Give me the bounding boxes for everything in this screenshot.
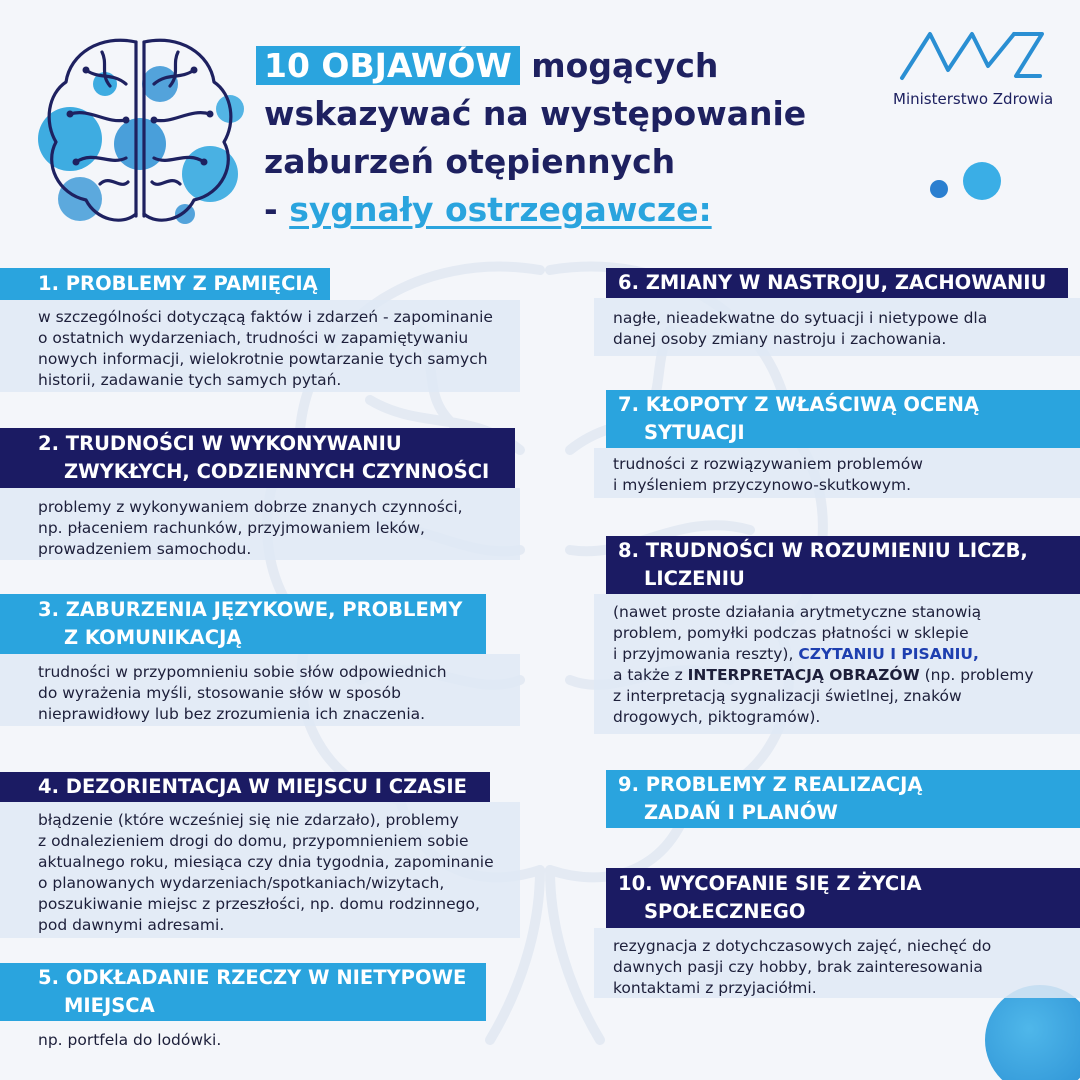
section-10-desc-line: kontaktami z przyjaciółmi. (613, 979, 817, 997)
section-3-desc-line: trudności w przypomnieniu sobie słów odpowiednich (38, 663, 447, 681)
section-8-desc-emphasis: CZYTANIU I PISANIU, (798, 645, 979, 663)
title-line-2: wskazywać na występowanie (264, 94, 807, 133)
section-8-desc-text: a także z (613, 666, 688, 684)
section-4-desc-line: o planowanych wydarzeniach/spotkaniach/wizytach, (38, 874, 445, 892)
section-8-heading (606, 536, 1080, 594)
section-5-heading (0, 963, 486, 1021)
section-10-desc (613, 936, 991, 999)
section-8-desc-emphasis: INTERPRETACJĄ OBRAZÓW (687, 666, 920, 684)
section-4-desc-line: pod dawnymi adresami. (38, 916, 225, 934)
section-4-title: 4. DEZORIENTACJA W MIEJSCU I CZASIE (38, 775, 467, 798)
title-line-1-rest: mogących (519, 46, 719, 85)
section-8-desc-line (613, 644, 1034, 665)
decor-dot-medium (963, 162, 1001, 200)
section-1-desc (38, 307, 493, 391)
section-2-desc-line: prowadzeniem samochodu. (38, 540, 252, 558)
section-1-desc-line: historii, zadawanie tych samych pytań. (38, 371, 342, 389)
section-1-title: 1. PROBLEMY Z PAMIĘCIĄ (38, 272, 318, 295)
section-8-desc-line: z interpretacją sygnalizacji świetlnej, znaków (613, 687, 962, 705)
section-6-desc-line: nagłe, nieadekwatne do sytuacji i nietypowe dla (613, 309, 988, 327)
title-line-3: zaburzeń otępiennych (264, 142, 676, 181)
section-4-desc-line: aktualnego roku, miesiąca czy dnia tygodnia, zapominanie (38, 853, 494, 871)
section-3-title-line-2: Z KOMUNIKACJĄ (64, 626, 242, 649)
section-6-desc (613, 308, 987, 350)
section-7-title-line-2: SYTUACJI (644, 421, 745, 444)
section-3-heading (0, 594, 486, 654)
section-10-title-line-2: SPOŁECZNEGO (644, 900, 806, 923)
section-3-desc-line: do wyrażenia myśli, stosowanie słów w sposób (38, 684, 401, 702)
section-9-title-line-1: 9. PROBLEMY Z REALIZACJĄ (618, 773, 923, 796)
section-4-desc-line: błądzenie (które wcześniej się nie zdarzało), problemy (38, 811, 459, 829)
section-8-desc-line: drogowych, piktogramów). (613, 708, 821, 726)
section-2-desc-line: problemy z wykonywaniem dobrze znanych czynności, (38, 498, 463, 516)
page-title (264, 42, 884, 234)
section-7-desc (613, 454, 923, 496)
section-3-desc (38, 662, 447, 725)
section-1-heading (0, 268, 330, 300)
title-highlight: 10 OBJAWÓW (256, 46, 520, 85)
section-10-heading (606, 868, 1080, 928)
section-5-desc (38, 1030, 221, 1051)
title-warning-signals: sygnały ostrzegawcze: (289, 190, 712, 229)
section-8-desc (613, 602, 1034, 728)
section-2-desc-line: np. płaceniem rachunków, przyjmowaniem leków, (38, 519, 425, 537)
title-dash: - (264, 190, 290, 229)
section-8-title-line-1: 8. TRUDNOŚCI W ROZUMIENIU LICZB, (618, 539, 1028, 562)
section-1-desc-line: o ostatnich wydarzeniach, trudności w zapamiętywaniu (38, 329, 469, 347)
section-6-desc-line: danej osoby zmiany nastroju i zachowania. (613, 330, 947, 348)
decor-dot-small (930, 180, 948, 198)
section-2-desc (38, 497, 463, 560)
section-8-desc-line (613, 665, 1034, 686)
section-6-heading (606, 268, 1068, 298)
brain-illustration (30, 24, 250, 234)
section-4-desc-line: z odnalezieniem drogi do domu, przypomnieniem sobie (38, 832, 469, 850)
section-6-title: 6. ZMIANY W NASTROJU, ZACHOWANIU (618, 271, 1047, 294)
section-1-desc-line: w szczególności dotyczącą faktów i zdarzeń - zapominanie (38, 308, 493, 326)
section-1-desc-line: nowych informacji, wielokrotnie powtarzanie tych samych (38, 350, 488, 368)
section-3-desc-line: nieprawidłowy lub bez zrozumienia ich znaczenia. (38, 705, 426, 723)
logo-text: Ministerstwo Zdrowia (893, 90, 1054, 108)
section-2-heading (0, 428, 515, 488)
section-5-title-line-2: MIEJSCA (64, 994, 155, 1017)
section-5-desc-line: np. portfela do lodówki. (38, 1031, 222, 1049)
section-4-desc-line: poszukiwanie miejsc z przeszłości, np. domu rodzinnego, (38, 895, 480, 913)
section-2-title-line-1: 2. TRUDNOŚCI W WYKONYWANIU (38, 432, 402, 455)
section-5-title-line-1: 5. ODKŁADANIE RZECZY W NIETYPOWE (38, 966, 467, 989)
section-7-desc-line: i myśleniem przyczynowo-skutkowym. (613, 476, 912, 494)
section-2-title-line-2: ZWYKŁYCH, CODZIENNYCH CZYNNOŚCI (64, 460, 490, 483)
section-7-heading (606, 390, 1080, 448)
title-line-1 (264, 42, 884, 90)
decor-circle-large (985, 985, 1080, 1080)
section-8-desc-text: (np. problemy (919, 666, 1034, 684)
section-4-heading (0, 772, 490, 802)
section-7-desc-line: trudności z rozwiązywaniem problemów (613, 455, 923, 473)
section-10-desc-line: rezygnacja z dotychczasowych zajęć, niechęć do (613, 937, 992, 955)
section-10-title-line-1: 10. WYCOFANIE SIĘ Z ŻYCIA (618, 872, 922, 895)
title-line-4 (264, 186, 884, 234)
section-8-desc-line: (nawet proste działania arytmetyczne stanowią (613, 603, 982, 621)
section-4-desc (38, 810, 494, 936)
section-8-desc-text: i przyjmowania reszty), (613, 645, 799, 663)
section-9-title-line-2: ZADAŃ I PLANÓW (644, 801, 838, 824)
section-8-title-line-2: LICZENIU (644, 567, 745, 590)
section-9-heading (606, 770, 1080, 828)
section-3-title-line-1: 3. ZABURZENIA JĘZYKOWE, PROBLEMY (38, 598, 463, 621)
section-10-desc-line: dawnych pasji czy hobby, brak zainteresowania (613, 958, 983, 976)
section-7-title-line-1: 7. KŁOPOTY Z WŁAŚCIWĄ OCENĄ (618, 393, 980, 416)
section-8-desc-line: problem, pomyłki podczas płatności w sklepie (613, 624, 969, 642)
